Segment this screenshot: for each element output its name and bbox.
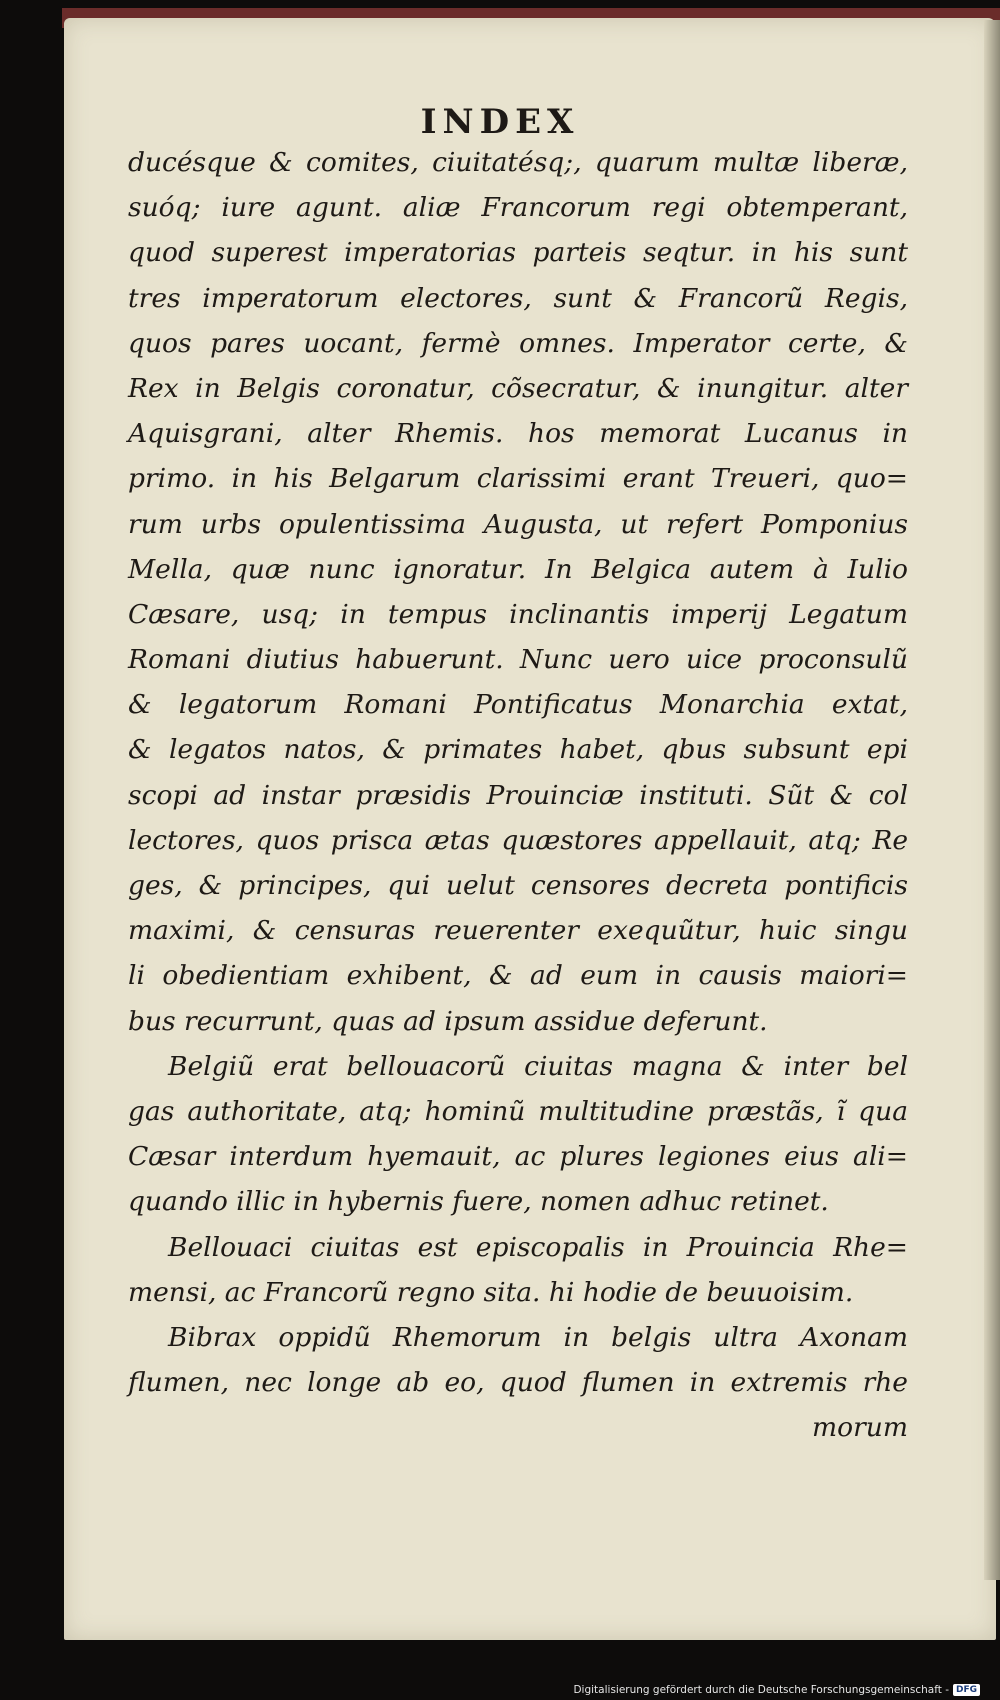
text-line: Rex in Belgis coronatur, cõsecratur, & inungitur. alter <box>128 372 908 404</box>
text-line: quando illic in hybernis fuere, nomen adhuc retinet. <box>128 1186 829 1218</box>
footer-credit-text: Digitalisierung gefördert durch die Deutsche Forschungsgemeinschaft - <box>573 1684 949 1696</box>
text-line: suóq; iure agunt. aliæ Francorum regi obtemperant, <box>128 192 908 224</box>
text-line: quos pares uocant, fermè omnes. Imperator certe, & <box>128 327 908 359</box>
text-line: & legatorum Romani Pontificatus Monarchia extat, <box>128 689 908 721</box>
text-line: Cæsare, usq; in tempus inclinantis imperij Legatum <box>128 598 908 630</box>
text-line: Aquisgrani, alter Rhemis. hos memorat Lucanus in <box>128 418 908 450</box>
text-line: & legatos natos, & primates habet, qbus subsunt epi <box>128 734 908 766</box>
text-line: Belgiũ erat bellouacorũ ciuitas magna & inter bel <box>168 1050 908 1082</box>
text-line: quod superest imperatorias parteis seqtur. in his sunt <box>128 237 908 269</box>
text-line: tres imperatorum electores, sunt & Francorũ Regis, <box>128 282 908 314</box>
text-line: Mella, quæ nunc ignoratur. In Belgica autem à Iulio <box>128 553 908 585</box>
digitization-footer <box>573 1684 980 1696</box>
dfg-logo-icon: DFG <box>953 1684 980 1696</box>
catchword: morum <box>812 1412 908 1444</box>
text-line: ges, & principes, qui uelut censores decreta pontificis <box>128 870 908 901</box>
page-heading: INDEX <box>420 102 580 142</box>
text-line: li obedientiam exhibent, & ad eum in causis maiori= <box>128 960 908 992</box>
text-line: Romani diutius habuerunt. Nunc uero uice proconsulũ <box>128 644 908 676</box>
text-line: lectores, quos prisca ætas quæstores appellauit, atq; Re <box>128 824 908 856</box>
text-line: rum urbs opulentissima Augusta, ut refert Pomponius <box>128 508 908 540</box>
text-line: scopi ad instar præsidis Prouinciæ instituti. Sũt & col <box>128 779 908 811</box>
text-line: Bellouaci ciuitas est episcopalis in Prouincia Rhe= <box>168 1231 908 1263</box>
text-line: Bibrax oppidũ Rhemorum in belgis ultra Axonam <box>168 1321 908 1353</box>
text-line: maximi, & censuras reuerenter exequũtur, huic singu <box>128 915 908 947</box>
text-line: bus recurrunt, quas ad ipsum assidue deferunt. <box>128 1005 768 1037</box>
text-line: primo. in his Belgarum clarissimi erant Treueri, quo= <box>128 463 908 495</box>
text-line: Cæsar interdum hyemauit, ac plures legiones eius ali= <box>128 1141 908 1173</box>
text-line: ducésque & comites, ciuitatésq;, quarum multæ liberæ, <box>128 147 908 178</box>
text-line: mensi, ac Francorũ regno sita. hi hodie de beuuoisim. <box>128 1276 854 1308</box>
body-text <box>128 140 908 1450</box>
text-line: gas authoritate, atq; hominũ multitudine præstãs, ĩ qua <box>128 1095 908 1127</box>
text-line: flumen, nec longe ab eo, quod flumen in extremis rhe <box>128 1367 908 1399</box>
page-fore-edge <box>984 20 1000 1580</box>
